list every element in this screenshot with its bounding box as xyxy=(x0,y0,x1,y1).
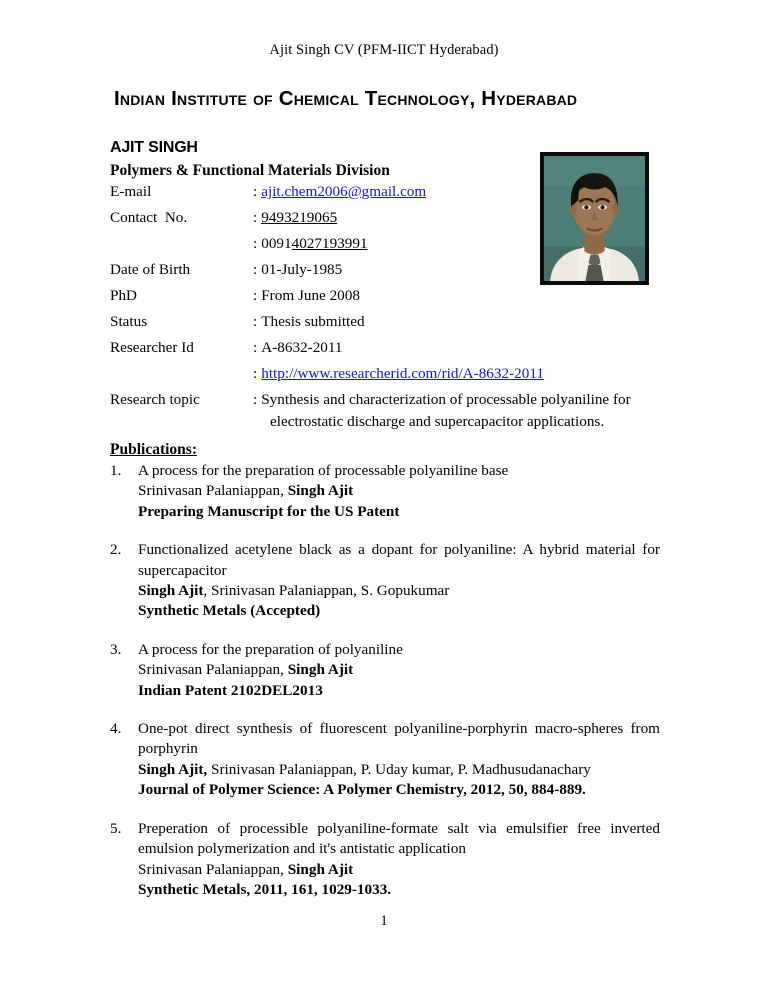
publication-title: One-pot direct synthesis of fluorescent polyaniline-porphyrin macro-spheres from porphyrin xyxy=(138,720,660,758)
info-value-researcher-url xyxy=(253,364,544,384)
publications-heading: Publications: xyxy=(110,441,197,458)
publication-authors xyxy=(138,860,660,880)
list-item xyxy=(110,461,660,522)
info-row xyxy=(110,338,670,364)
page-title: Indian Institute of Chemical Technology, Hyderabad xyxy=(114,87,578,110)
authors-highlight: Singh Ajit xyxy=(287,860,354,878)
authors-highlight: Singh Ajit, xyxy=(138,760,208,778)
research-topic-line1: Synthesis and characterization of processable polyaniline for xyxy=(261,391,631,408)
list-item xyxy=(110,819,660,901)
authors-highlight: Singh Ajit xyxy=(287,482,354,500)
publication-title: A process for the preparation of processable polyaniline base xyxy=(138,462,509,479)
colon: : xyxy=(253,261,258,278)
info-value-dob xyxy=(253,260,342,280)
publication-number: 5. xyxy=(110,819,122,837)
info-row xyxy=(110,286,670,312)
publication-title: A process for the preparation of polyaniline xyxy=(138,640,403,658)
contact-country-code: 0091 xyxy=(261,235,292,252)
publication-number: 4. xyxy=(110,720,122,738)
publication-venue: Preparing Manuscript for the US Patent xyxy=(138,502,400,520)
info-row xyxy=(110,364,670,390)
publication-venue: Synthetic Metals, 2011, 161, 1029-1033. xyxy=(138,880,392,898)
colon: : xyxy=(253,339,258,356)
researcher-id-value: A-8632-2011 xyxy=(261,339,343,356)
info-label-research-topic: Research topic xyxy=(110,391,200,408)
authors-pre: Srinivasan Palaniappan, xyxy=(138,860,288,878)
profile-photo xyxy=(540,152,649,285)
authors-post: , Srinivasan Palaniappan, S. Gopukumar xyxy=(203,582,450,600)
list-item xyxy=(110,540,660,622)
colon: : xyxy=(253,391,258,408)
publication-number: 2. xyxy=(110,541,122,559)
info-row xyxy=(110,412,670,434)
publication-authors xyxy=(138,581,660,601)
info-value-contact xyxy=(253,208,337,228)
publication-title: Preperation of processible polyaniline-formate salt via emulsifier free inverted emulsion polymerization and it's antistatic application xyxy=(138,819,660,858)
colon: : xyxy=(253,313,258,330)
contact-number: 9493219065 xyxy=(261,209,338,226)
info-label-dob: Date of Birth xyxy=(110,261,191,278)
info-value-status xyxy=(253,312,365,332)
publication-title: Functionalized acetylene black as a dopant for polyaniline: A hybrid material for supercapacitor xyxy=(138,541,660,579)
authors-pre: Srinivasan Palaniappan, xyxy=(138,661,288,679)
email-link[interactable]: ajit.chem2006@gmail.com xyxy=(261,183,427,200)
info-value-research-topic xyxy=(253,390,631,410)
division-name: Polymers & Functional Materials Division xyxy=(110,162,390,179)
list-item xyxy=(110,640,660,701)
dob-value: 01-July-1985 xyxy=(261,261,343,278)
info-value-email xyxy=(253,182,426,202)
info-label-phd: PhD xyxy=(110,287,138,304)
status-value: Thesis submitted xyxy=(261,313,365,330)
info-value-contact-alt xyxy=(253,234,368,254)
info-row xyxy=(110,312,670,338)
info-label-contact: Contact No. xyxy=(110,209,188,226)
info-label-status: Status xyxy=(110,313,148,330)
info-label-researcher-id: Researcher Id xyxy=(110,339,194,356)
info-value-researcher-id xyxy=(253,338,343,358)
authors-highlight: Singh Ajit xyxy=(287,661,354,679)
publications-list xyxy=(110,461,660,918)
person-name: AJIT SINGH xyxy=(110,139,198,156)
colon: : xyxy=(253,287,258,304)
publication-number: 3. xyxy=(110,640,122,658)
publication-number: 1. xyxy=(110,462,122,479)
info-label-email: E-mail xyxy=(110,183,152,200)
colon: : xyxy=(253,235,258,252)
authors-post: Srinivasan Palaniappan, P. Uday kumar, P. Madhusudanachary xyxy=(207,760,591,778)
authors-pre: Srinivasan Palaniappan, xyxy=(138,482,288,500)
publication-authors xyxy=(138,760,660,780)
publication-authors xyxy=(138,481,660,501)
phd-value: From June 2008 xyxy=(261,287,360,304)
colon: : xyxy=(253,183,258,200)
info-row xyxy=(110,390,670,412)
researcherid-link[interactable]: http://www.researcherid.com/rid/A-8632-2011 xyxy=(261,365,544,382)
publication-authors xyxy=(138,660,660,680)
list-item xyxy=(110,719,660,801)
authors-highlight: Singh Ajit xyxy=(138,582,204,600)
running-head: Ajit Singh CV (PFM-IICT Hyderabad) xyxy=(269,42,499,58)
colon: : xyxy=(253,365,258,382)
page-number: 1 xyxy=(380,913,388,929)
publication-venue: Journal of Polymer Science: A Polymer Chemistry, 2012, 50, 884-889. xyxy=(138,781,586,799)
publication-venue: Synthetic Metals (Accepted) xyxy=(138,602,321,620)
contact-landline: 4027193991 xyxy=(291,235,368,252)
colon: : xyxy=(253,209,258,226)
portrait-photo-icon xyxy=(544,156,645,281)
publication-venue: Indian Patent 2102DEL2013 xyxy=(138,681,323,699)
research-topic-line2: electrostatic discharge and supercapacitor applications. xyxy=(270,413,605,430)
info-value-phd xyxy=(253,286,360,306)
